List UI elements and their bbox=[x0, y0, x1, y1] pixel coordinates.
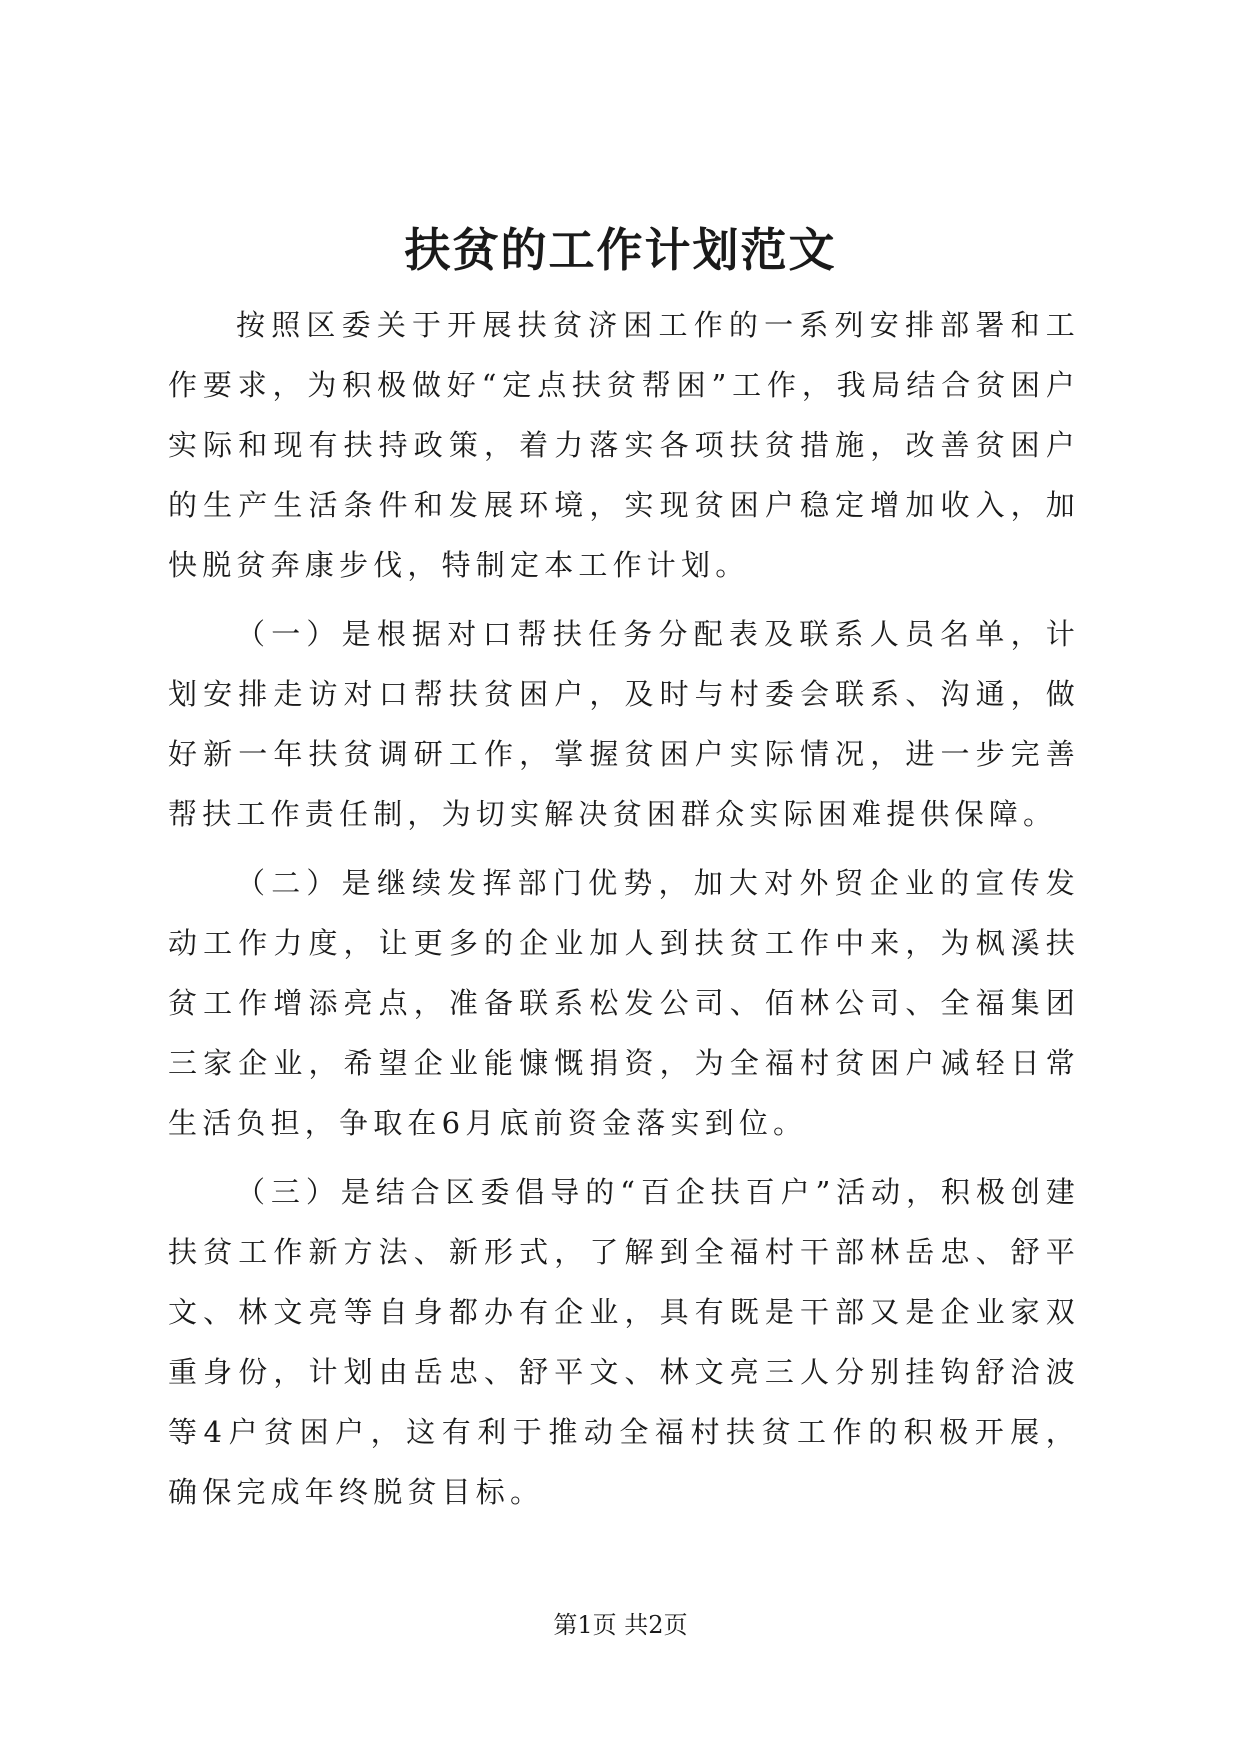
section-one-paragraph: （一）是根据对口帮扶任务分配表及联系人员名单，计划安排走访对口帮扶贫困户，及时与村委会联系、沟通，做好新一年扶贫调研工作，掌握贫困户实际情况，进一步完善帮扶工作责任制，为切实解决贫困群众实际困难提供保障。 bbox=[168, 617, 1080, 831]
section-three-paragraph: （三）是结合区委倡导的“百企扶百户”活动，积极创建扶贫工作新方法、新形式，了解到全福村干部林岳忠、舒平文、林文亮等自身都办有企业，具有既是干部又是企业家双重身份，计划由岳忠、舒平文、林文亮三人分别挂钩舒洽波等4户贫困户，这有利于推动全福村扶贫工作的积极开展，确保完成年终脱贫目标。 bbox=[168, 1175, 1080, 1509]
intro-paragraph: 按照区委关于开展扶贫济困工作的一系列安排部署和工作要求，为积极做好“定点扶贫帮困”工作，我局结合贫困户实际和现有扶持政策，着力落实各项扶贫措施，改善贫困户的生产生活条件和发展环境，实现贫困户稳定增加收入，加快脱贫奔康步伐，特制定本工作计划。 bbox=[168, 308, 1080, 582]
page-number-footer: 第1页 共2页 bbox=[553, 1611, 688, 1639]
document-body bbox=[168, 295, 1080, 1531]
document-title: 扶贫的工作计划范文 bbox=[404, 223, 837, 277]
section-two-paragraph: （二）是继续发挥部门优势，加大对外贸企业的宣传发动工作力度，让更多的企业加人到扶贫工作中来，为枫溪扶贫工作增添亮点，准备联系松发公司、佰林公司、全福集团三家企业，希望企业能慷慨捐资，为全福村贫困户减轻日常生活负担，争取在6月底前资金落实到位。 bbox=[168, 866, 1080, 1140]
